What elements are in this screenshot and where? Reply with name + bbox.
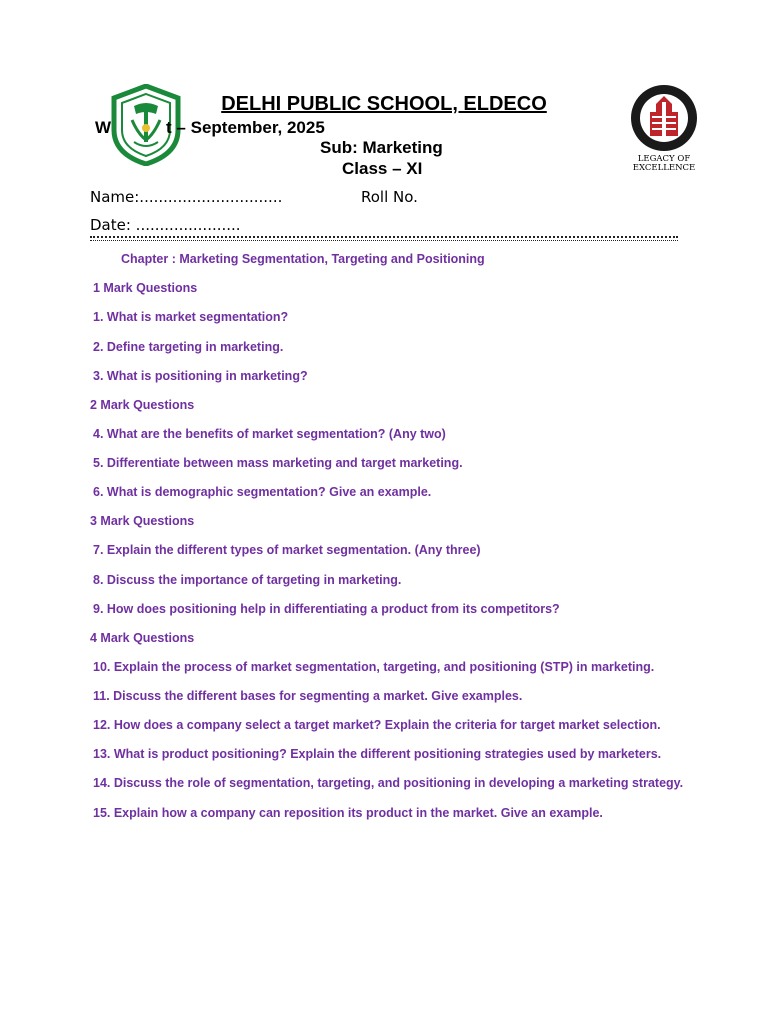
header-divider	[90, 236, 678, 241]
school-name: DELHI PUBLIC SCHOOL, ELDECO	[221, 93, 547, 115]
subject-line: Sub: Marketing	[320, 138, 443, 157]
date-field-label: Date: ......................	[90, 216, 241, 234]
question-line: 7. Explain the different types of market segmentation. (Any three)	[93, 543, 481, 557]
question-line: 1. What is market segmentation?	[93, 310, 289, 324]
logo-text-line2: EXCELLENCE	[632, 163, 696, 172]
question-line: 8. Discuss the importance of targeting in marketing.	[93, 573, 402, 587]
question-line: 11. Discuss the different bases for segmenting a market. Give examples.	[93, 689, 523, 703]
question-line: 13. What is product positioning? Explain the different positioning strategies used by marketers.	[93, 747, 662, 761]
section-heading: 2 Mark Questions	[90, 398, 195, 412]
question-line: 2. Define targeting in marketing.	[93, 340, 284, 354]
worksheet-title-end: t – September, 2025	[166, 118, 325, 137]
class-line: Class – XI	[342, 159, 423, 178]
question-line: 14. Discuss the role of segmentation, targeting, and positioning in developing a marketing strategy.	[93, 776, 684, 790]
question-line: 3. What is positioning in marketing?	[93, 369, 308, 383]
name-field-label: Name:..............................	[90, 188, 283, 206]
question-line: 4. What are the benefits of market segmentation? (Any two)	[93, 427, 446, 441]
worksheet-title-start: W	[95, 118, 112, 137]
question-line: 9. How does positioning help in differentiating a product from its competitors?	[93, 602, 560, 616]
question-line: 6. What is demographic segmentation? Give an example.	[93, 485, 432, 499]
worksheet-title	[95, 118, 325, 138]
section-heading: 3 Mark Questions	[90, 514, 195, 528]
section-heading: 4 Mark Questions	[90, 631, 195, 645]
chapter-title: Chapter : Marketing Segmentation, Targeting and Positioning	[121, 252, 485, 266]
question-line: 12. How does a company select a target market? Explain the criteria for target market selection.	[93, 718, 661, 732]
question-line: 10. Explain the process of market segmentation, targeting, and positioning (STP) in marketing.	[93, 660, 655, 674]
roll-number-label: Roll No.	[361, 188, 418, 206]
logo-text-line1: LEGACY OF	[637, 154, 691, 164]
section-heading: 1 Mark Questions	[93, 281, 198, 295]
question-line: 5. Differentiate between mass marketing and target marketing.	[93, 456, 463, 470]
question-line: 15. Explain how a company can reposition its product in the market. Give an example.	[93, 806, 603, 820]
